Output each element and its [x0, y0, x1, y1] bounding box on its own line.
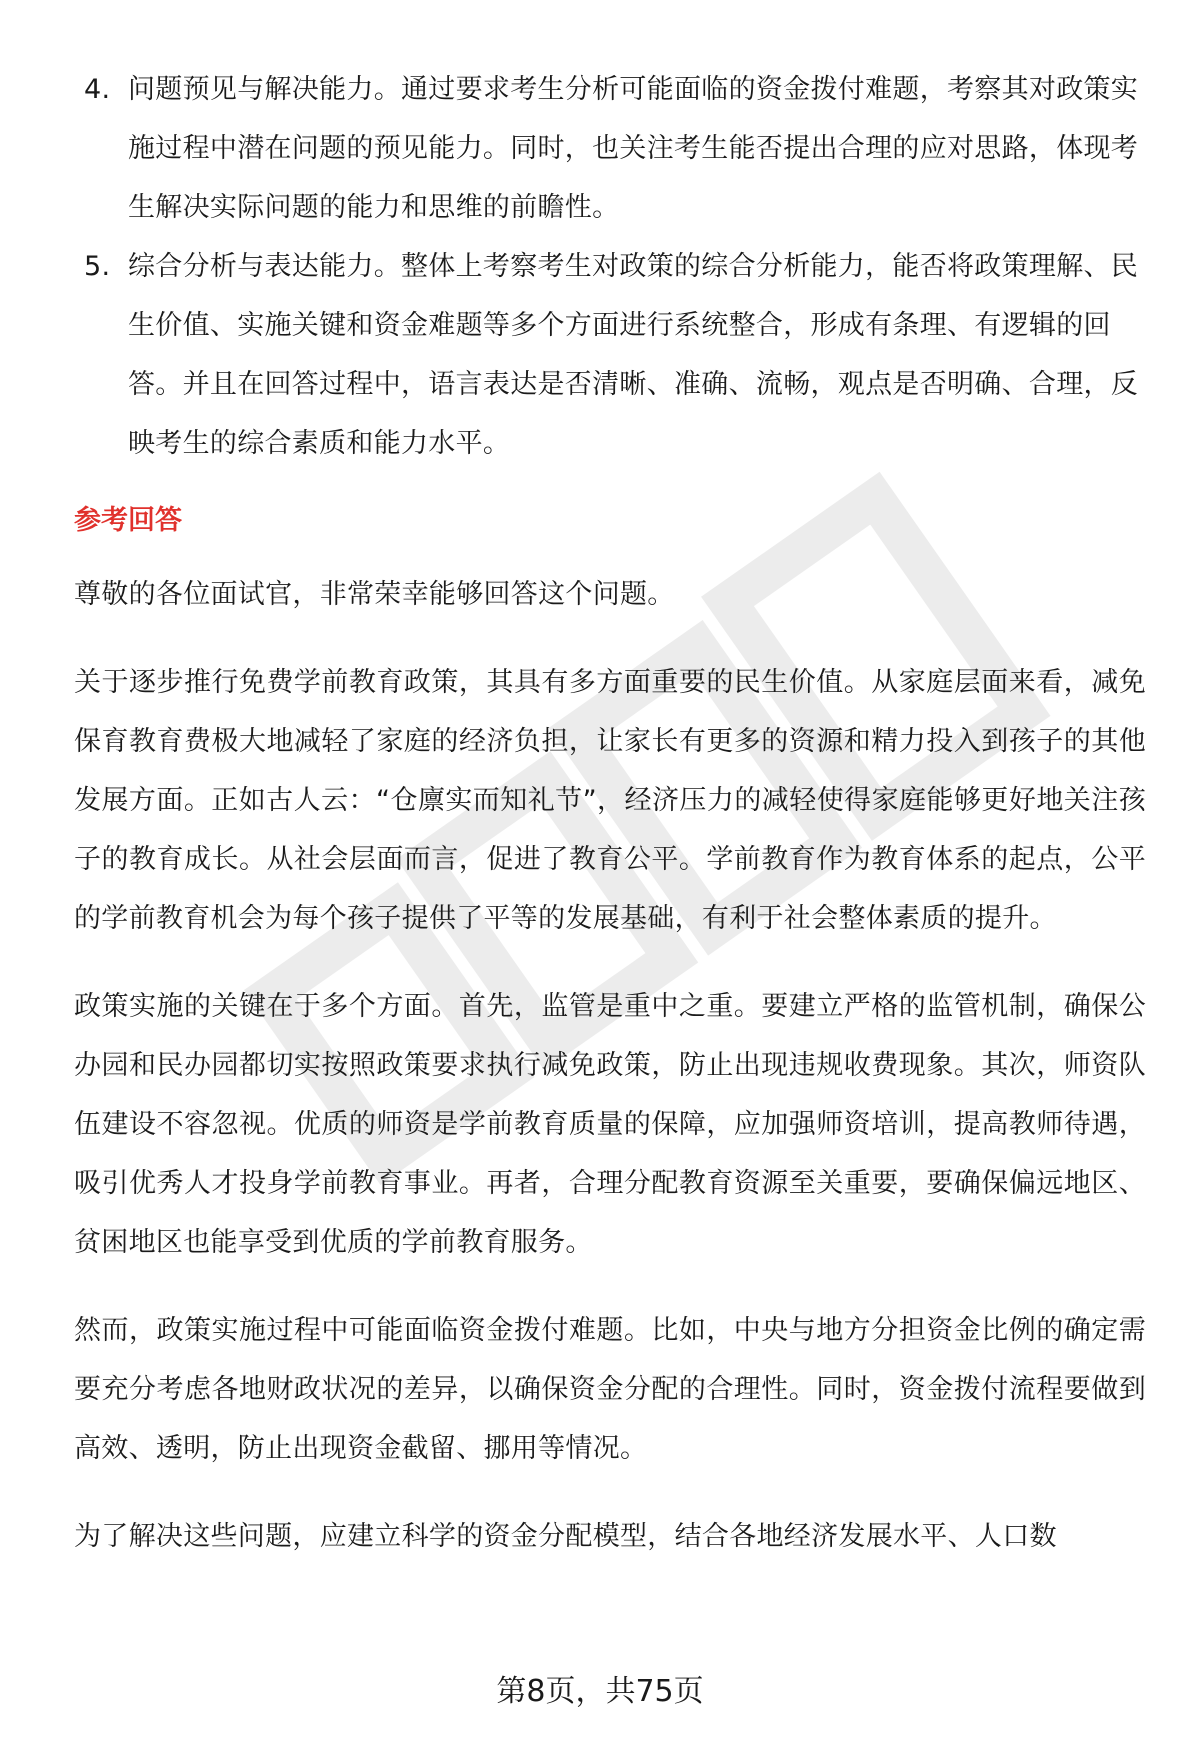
page-number: 第8页，共75页	[496, 1674, 704, 1709]
list-number: 4.	[84, 74, 111, 105]
list-item-4	[74, 60, 1146, 237]
paragraph-greeting: 尊敬的各位面试官，非常荣幸能够回答这个问题。	[74, 579, 675, 610]
document-page	[74, 60, 1146, 1595]
list-item-5	[74, 237, 1146, 473]
list-text: 综合分析与表达能力。整体上考察考生对政策的综合分析能力，能否将政策理解、民生价值、实施关键和资金难题等多个方面进行系统整合，形成有条理、有逻辑的回答。并且在回答过程中，语言表达是否清晰、准确、流畅，观点是否明确、合理，反映考生的综合素质和能力水平。	[128, 251, 1139, 459]
paragraph-keys: 政策实施的关键在于多个方面。首先，监管是重中之重。要建立严格的监管机制，确保公办园和民办园都切实按照政策要求执行减免政策，防止出现违规收费现象。其次，师资队伍建设不容忽视。优质的师资是学前教育质量的保障，应加强师资培训，提高教师待遇，吸引优秀人才投身学前教育事业。再者，合理分配教育资源至关重要，要确保偏远地区、贫困地区也能享受到优质的学前教育服务。	[74, 991, 1146, 1258]
paragraph-funding: 然而，政策实施过程中可能面临资金拨付难题。比如，中央与地方分担资金比例的确定需要充分考虑各地财政状况的差异，以确保资金分配的合理性。同时，资金拨付流程要做到高效、透明，防止出现资金截留、挪用等情况。	[74, 1315, 1146, 1464]
paragraph-solution: 为了解决这些问题，应建立科学的资金分配模型，结合各地经济发展水平、人口数	[74, 1521, 1057, 1552]
paragraph-value: 关于逐步推行免费学前教育政策，其具有多方面重要的民生价值。从家庭层面来看，减免保育教育费极大地减轻了家庭的经济负担，让家长有更多的资源和精力投入到孩子的其他发展方面。正如古人云：“仓廪实而知礼节”，经济压力的减轻使得家庭能够更好地关注孩子的教育成长。从社会层面而言，促进了教育公平。学前教育作为教育体系的起点，公平的学前教育机会为每个孩子提供了平等的发展基础，有利于社会整体素质的提升。	[74, 667, 1146, 934]
list-text: 问题预见与解决能力。通过要求考生分析可能面临的资金拨付难题，考察其对政策实施过程中潜在问题的预见能力。同时，也关注考生能否提出合理的应对思路，体现考生解决实际问题的能力和思维的前瞻性。	[128, 74, 1139, 223]
list-number: 5.	[84, 251, 111, 282]
section-heading: 参考回答	[74, 505, 182, 536]
